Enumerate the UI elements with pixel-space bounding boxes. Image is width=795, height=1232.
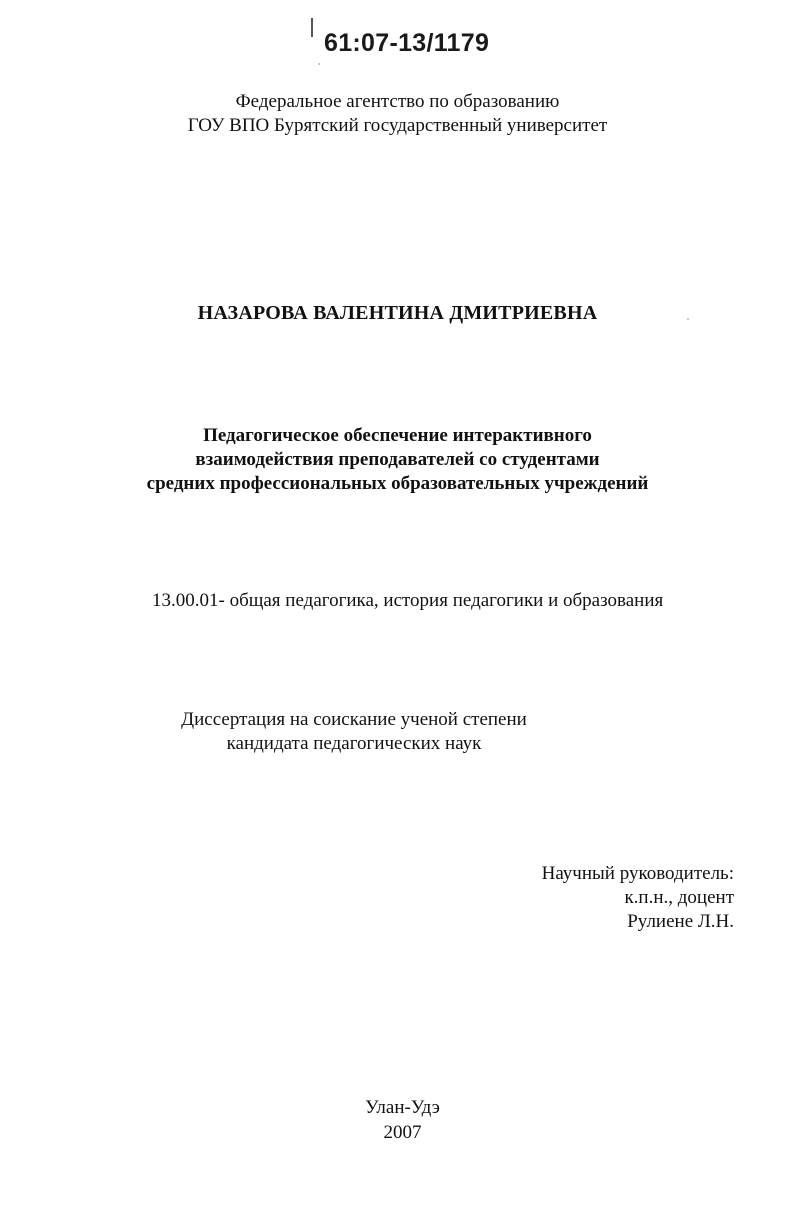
stamp-mark — [311, 18, 313, 37]
supervisor-label: Научный руководитель: — [541, 863, 734, 884]
thesis-title-line-3: средних профессиональных образовательных учреждений — [146, 473, 649, 494]
scan-speck — [687, 318, 689, 320]
library-stamp-code: 61:07-13/1179 — [324, 29, 490, 57]
year: 2007 — [383, 1122, 422, 1143]
city: Улан-Удэ — [365, 1097, 440, 1118]
degree-line-1: Диссертация на соискание ученой степени — [181, 709, 527, 730]
university-name: ГОУ ВПО Бурятский государственный университет — [187, 115, 608, 136]
scan-speck — [318, 63, 320, 65]
thesis-title-line-1: Педагогическое обеспечение интерактивного — [203, 425, 592, 446]
supervisor-rank: к.п.н., доцент — [624, 887, 734, 908]
specialty-code: 13.00.01- общая педагогика, история педагогики и образования — [152, 590, 664, 611]
agency-name: Федеральное агентство по образованию — [235, 91, 560, 112]
author-name: НАЗАРОВА ВАЛЕНТИНА ДМИТРИЕВНА — [197, 302, 598, 324]
supervisor-name: Рулиене Л.Н. — [627, 911, 734, 932]
thesis-title-line-2: взаимодействия преподавателей со студентами — [195, 449, 600, 470]
degree-line-2: кандидата педагогических наук — [226, 733, 482, 754]
